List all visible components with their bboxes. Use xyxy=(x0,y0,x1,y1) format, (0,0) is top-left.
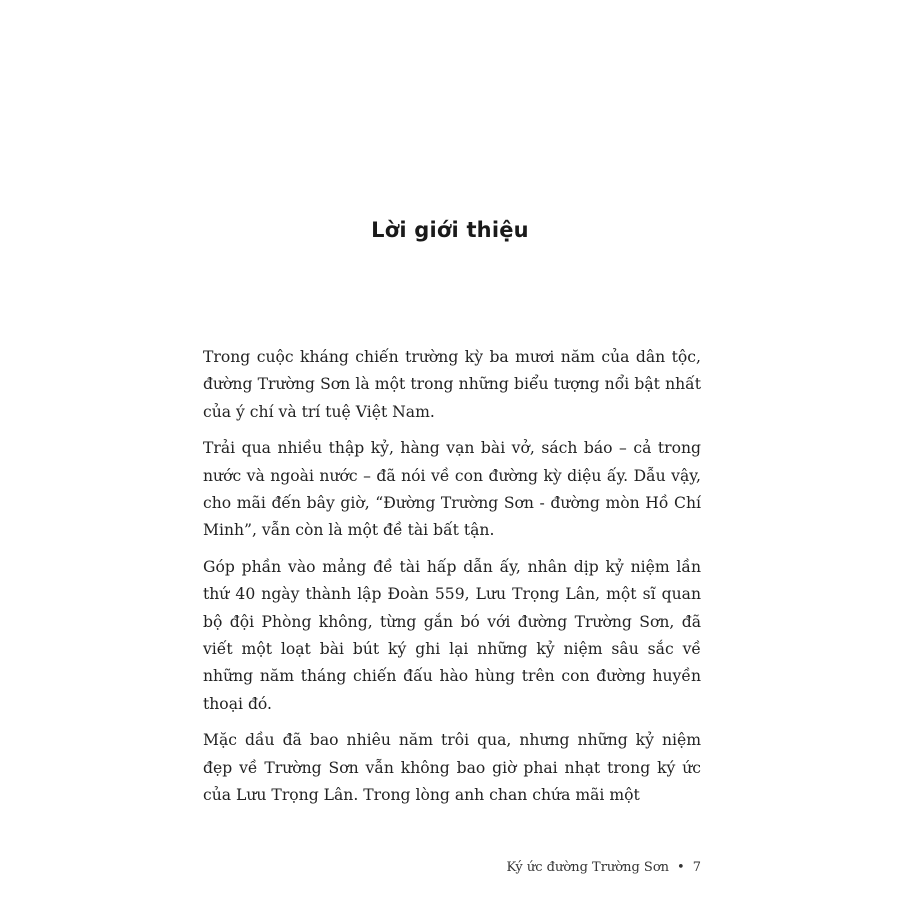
paragraph: Góp phần vào mảng đề tài hấp dẫn ấy, nhân dịp kỷ niệm lần thứ 40 ngày thành lập Đoàn 559, Lưu Trọng Lân, một sĩ quan bộ đội Phòng không, từng gắn bó với đường Trường Sơn, đã viết một loạt bài bút ký ghi lại những kỷ niệm sâu sắc về những năm tháng chiến đấu hào hùng trên con đường huyền thoại đó. xyxy=(203,557,701,713)
paragraph: Trong cuộc kháng chiến trường kỳ ba mươi năm của dân tộc, đường Trường Sơn là một trong những biểu tượng nổi bật nhất của ý chí và trí tuệ Việt Nam. xyxy=(203,348,701,421)
page-title: Lời giới thiệu xyxy=(371,218,529,242)
footer-book-title: Ký ức đường Trường Sơn xyxy=(506,860,670,875)
body-text xyxy=(203,344,701,819)
footer-separator: • xyxy=(677,860,685,875)
running-footer xyxy=(507,860,701,875)
paragraph: Trải qua nhiều thập kỷ, hàng vạn bài vở, sách báo – cả trong nước và ngoài nước – đã nói về con đường kỳ diệu ấy. Dẫu vậy, cho mãi đến bây giờ, “Đường Trường Sơn - đường mòn Hồ Chí Minh”, vẫn còn là một đề tài bất tận. xyxy=(203,439,701,540)
paragraph: Mặc dầu đã bao nhiêu năm trôi qua, nhưng những kỷ niệm đẹp về Trường Sơn vẫn không bao giờ phai nhạt trong ký ức của Lưu Trọng Lân. Trong lòng anh chan chứa mãi một xyxy=(203,731,701,805)
page-number: 7 xyxy=(692,860,701,875)
